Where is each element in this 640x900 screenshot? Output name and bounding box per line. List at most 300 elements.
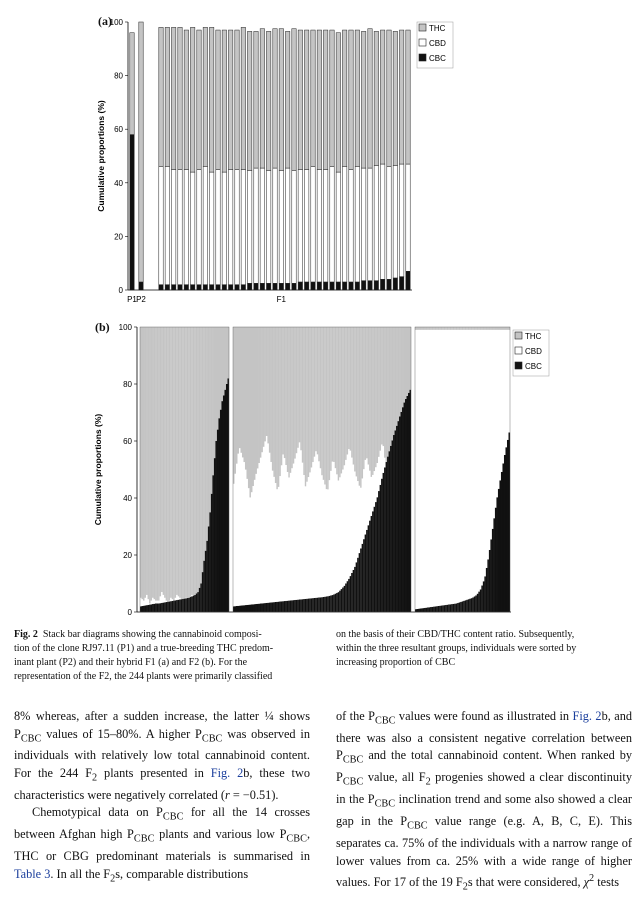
bar-cbc: [466, 600, 468, 612]
bar-cbd: [444, 330, 446, 605]
bar-thc: [317, 327, 319, 454]
bar-cbc: [239, 606, 241, 612]
bar-cbd: [499, 330, 501, 480]
bar-cbc: [445, 605, 447, 612]
bar-cbc: [208, 527, 210, 613]
bar-thc: [327, 327, 329, 489]
bar-cbc: [342, 282, 346, 290]
bar-cbd: [315, 451, 317, 598]
bar-cbd: [355, 167, 359, 282]
bar-cbd: [235, 169, 239, 284]
bar-cbc: [237, 606, 239, 612]
bar-thc: [240, 327, 242, 453]
bar-thc: [486, 327, 488, 330]
bar-cbc: [492, 529, 494, 612]
bar-cbc: [320, 597, 322, 612]
bar-cbc: [315, 598, 317, 612]
bar-thc: [347, 327, 349, 454]
bar-cbd: [436, 330, 438, 606]
bar-cbd: [209, 172, 213, 285]
bar-cbc: [142, 606, 144, 612]
bar-cbd: [475, 330, 477, 596]
bar-cbd: [159, 167, 163, 285]
bar-cbc: [130, 135, 134, 290]
bar-thc: [221, 327, 223, 401]
bar-thc: [375, 327, 377, 467]
bar-cbc: [311, 598, 313, 612]
bar-thc: [224, 327, 226, 390]
bar-cbd: [184, 169, 188, 284]
bar-thc: [344, 327, 346, 465]
bar-thc: [345, 327, 347, 460]
bar-cbc: [291, 600, 293, 612]
bar-thc: [350, 327, 352, 451]
bar-thc: [387, 327, 389, 457]
bar-thc: [321, 327, 323, 475]
bar-cbd: [495, 330, 497, 508]
bar-cbc: [333, 594, 335, 612]
bar-cbc: [401, 412, 403, 612]
bar-cbd: [486, 330, 488, 568]
bar-thc: [501, 327, 503, 330]
bar-cbd: [171, 169, 175, 284]
bar-thc: [258, 327, 260, 463]
bar-cbc: [282, 601, 284, 612]
bar-thc: [429, 327, 431, 330]
bar-cbc: [220, 410, 222, 612]
bar-thc: [442, 327, 444, 330]
bar-cbd: [420, 330, 422, 609]
bar-thc: [260, 29, 264, 168]
bar-cbc: [164, 602, 166, 612]
bar-cbc: [418, 609, 420, 612]
bar-thc: [392, 327, 394, 440]
bar-cbc: [472, 597, 474, 612]
bar-thc: [398, 327, 400, 421]
bar-cbd: [384, 458, 386, 468]
bar-cbd: [344, 465, 346, 585]
bar-cbd: [456, 330, 458, 604]
bar-cbc: [353, 570, 355, 612]
bar-cbc: [205, 551, 207, 612]
bar-cbc: [372, 511, 374, 612]
bar-thc: [330, 327, 332, 471]
bar-cbd: [275, 483, 277, 602]
bar-thc: [495, 327, 497, 330]
bar-thc: [196, 327, 198, 593]
bar-cbd: [324, 484, 326, 596]
bar-cbc: [240, 606, 242, 612]
bar-cbd: [338, 481, 340, 593]
bar-cbc: [248, 605, 250, 612]
bar-thc: [299, 327, 301, 442]
bar-thc: [404, 327, 406, 403]
caption-fig-label: Fig. 2: [14, 629, 38, 640]
bar-cbc: [178, 285, 182, 290]
bar-cbc: [384, 467, 386, 612]
bar-thc: [324, 327, 326, 484]
bar-thc: [206, 327, 208, 541]
legend-swatch-cbc: [419, 54, 426, 61]
bar-thc: [441, 327, 443, 330]
bar-cbc: [405, 399, 407, 612]
bar-cbd: [354, 471, 356, 566]
y-tick-label: 100: [109, 18, 123, 27]
bar-thc: [336, 33, 340, 172]
bar-cbd: [466, 330, 468, 600]
bar-cbd: [342, 470, 344, 588]
bar-cbd: [406, 164, 410, 271]
bar-cbc: [212, 475, 214, 612]
bar-cbc: [330, 282, 334, 290]
bar-cbd: [266, 436, 268, 603]
bar-thc: [363, 327, 365, 469]
bar-cbd: [296, 453, 298, 600]
bar-cbd: [260, 458, 262, 604]
bar-thc: [287, 327, 289, 472]
bar-cbc: [386, 462, 388, 612]
bar-cbd: [366, 458, 368, 530]
bar-cbd: [393, 165, 397, 278]
bar-cbc: [336, 593, 338, 612]
bar-thc: [341, 327, 343, 473]
bar-cbc: [154, 604, 156, 612]
bar-thc: [211, 327, 213, 494]
bar-thc: [298, 30, 302, 169]
bar-cbc: [196, 593, 198, 612]
bar-thc: [383, 327, 385, 446]
bar-cbd: [292, 171, 296, 284]
bar-cbc: [474, 596, 476, 612]
bar-cbd: [336, 172, 340, 282]
bar-cbc: [387, 457, 389, 612]
bar-cbc: [166, 602, 168, 612]
bar-cbd: [318, 461, 320, 597]
bar-cbd: [247, 171, 251, 284]
bar-thc: [405, 327, 407, 399]
bar-cbc: [475, 595, 477, 612]
bar-thc: [273, 327, 275, 477]
bar-thc: [303, 327, 305, 475]
bar-cbd: [383, 446, 385, 473]
bar-cbc: [216, 285, 220, 290]
bar-cbd: [424, 330, 426, 608]
bar-thc: [197, 327, 199, 592]
bar-cbc: [505, 447, 507, 612]
bar-cbd: [365, 460, 367, 535]
bar-cbc: [165, 285, 169, 290]
bar-thc: [149, 327, 151, 603]
bar-cbd: [228, 169, 232, 284]
bar-cbd: [293, 464, 295, 601]
bar-thc: [184, 327, 186, 599]
y-tick-label: 80: [123, 380, 132, 389]
bar-thc: [152, 327, 154, 598]
bar-thc: [266, 327, 268, 436]
bar-cbd: [360, 488, 362, 549]
bar-cbd: [158, 601, 160, 604]
bar-cbd: [418, 330, 420, 609]
bar-thc: [249, 327, 251, 497]
bar-cbd: [489, 330, 491, 550]
bar-cbd: [498, 330, 500, 489]
bar-thc: [468, 327, 470, 330]
bar-cbc: [260, 604, 262, 612]
bar-cbd: [269, 453, 271, 603]
bar-thc: [148, 327, 150, 599]
bar-thc: [314, 327, 316, 457]
bar-cbc: [423, 608, 425, 612]
bar-cbd: [254, 168, 258, 283]
bar-cbd: [433, 330, 435, 607]
bar-cbc: [396, 426, 398, 612]
bar-thc: [179, 327, 181, 598]
bar-cbd: [142, 599, 144, 606]
bar-cbc: [254, 283, 258, 290]
bar-cbc: [297, 600, 299, 612]
bar-cbc: [187, 598, 189, 612]
bar-cbd: [290, 473, 292, 601]
bar-cbd: [303, 475, 305, 599]
bar-thc: [472, 327, 474, 330]
bar-cbc: [173, 601, 175, 612]
bar-thc: [365, 327, 367, 460]
bar-cbc: [393, 435, 395, 612]
bar-cbc: [152, 604, 154, 612]
bar-thc: [445, 327, 447, 330]
bar-cbc: [375, 502, 377, 612]
bar-cbc: [273, 283, 277, 290]
bar-cbc: [252, 604, 254, 612]
bar-cbd: [335, 468, 337, 593]
bar-cbc: [305, 599, 307, 612]
bar-thc: [426, 327, 428, 330]
bar-cbd: [263, 447, 265, 603]
figure-caption-continued: [336, 628, 632, 670]
bar-cbd: [496, 330, 498, 497]
bar-cbc: [374, 507, 376, 612]
bar-thc: [297, 327, 299, 448]
bar-thc: [154, 327, 156, 599]
bar-thc: [165, 27, 169, 166]
legend-swatch-cbc: [515, 362, 522, 369]
bar-cbd: [312, 462, 314, 598]
bar-cbc: [279, 602, 281, 612]
bar-cbd: [451, 330, 453, 604]
bar-cbd: [166, 601, 168, 602]
bar-cbc: [326, 596, 328, 612]
bar-cbc: [228, 285, 232, 290]
legend-swatch-thc: [419, 24, 426, 31]
bar-cbc: [436, 606, 438, 612]
bar-cbc: [145, 605, 147, 612]
bar-cbc: [258, 604, 260, 612]
y-axis-title: Cumulative proportions (%): [96, 100, 106, 212]
bar-cbc: [306, 599, 308, 612]
panel-b-label: (b): [95, 320, 110, 334]
bar-cbd: [438, 330, 440, 606]
bar-thc: [172, 327, 174, 599]
bar-cbc: [206, 541, 208, 612]
bar-cbd: [484, 330, 486, 576]
bar-thc: [381, 327, 383, 444]
bar-cbc: [314, 598, 316, 612]
bar-cbd: [248, 488, 250, 605]
bar-cbd: [294, 459, 296, 600]
bar-cbc: [224, 390, 226, 612]
legend-label-cbc: CBC: [525, 362, 542, 371]
bar-thc: [399, 327, 401, 416]
bar-cbc: [498, 489, 500, 612]
bar-cbc: [478, 592, 480, 612]
body-right-column: [336, 708, 632, 896]
bar-thc: [264, 327, 266, 441]
bar-thc: [466, 327, 468, 330]
bar-cbc: [369, 521, 371, 612]
bar-cbd: [242, 457, 244, 605]
bar-thc: [190, 327, 192, 597]
caption-line-6: within the three resultant groups, individuals were sorted by: [336, 643, 577, 654]
bar-cbc: [387, 279, 391, 290]
bar-thc: [489, 327, 491, 330]
bar-cbc: [426, 608, 428, 612]
bar-thc: [462, 327, 464, 330]
bar-cbc: [251, 604, 253, 612]
legend-label-cbd: CBD: [429, 39, 446, 48]
bar-cbd: [349, 169, 353, 282]
bar-cbc: [408, 393, 410, 612]
legend-swatch-cbd: [515, 347, 522, 354]
bar-cbc: [421, 608, 423, 612]
bar-thc: [336, 327, 338, 474]
bar-cbc: [469, 599, 471, 612]
bar-thc: [369, 327, 371, 471]
bar-cbd: [285, 465, 287, 601]
bar-thc: [368, 327, 370, 465]
bar-cbc: [188, 598, 190, 612]
bar-thc: [386, 327, 388, 462]
bar-cbd: [421, 330, 423, 608]
bar-cbc: [285, 283, 289, 290]
bar-cbd: [351, 458, 353, 573]
bar-cbc: [236, 606, 238, 612]
bar-cbc: [450, 604, 452, 612]
bar-cbc: [355, 282, 359, 290]
bar-cbd: [257, 468, 259, 603]
bar-thc: [296, 327, 298, 453]
bar-cbd: [273, 477, 275, 602]
bar-cbd: [362, 478, 364, 543]
bar-cbc: [200, 584, 202, 613]
bar-cbc: [327, 596, 329, 612]
bar-thc: [439, 327, 441, 330]
bar-cbd: [146, 595, 148, 605]
bar-thc: [178, 27, 182, 169]
bar-cbc: [435, 606, 437, 612]
bar-thc: [474, 327, 476, 330]
bar-cbc: [317, 598, 319, 612]
bar-thc: [320, 327, 322, 468]
bar-thc: [294, 327, 296, 459]
bar-cbd: [279, 171, 283, 284]
bar-thc: [368, 29, 372, 168]
bar-cbc: [197, 592, 199, 612]
bar-thc: [435, 327, 437, 330]
bar-thc: [209, 27, 213, 172]
bar-cbc: [323, 597, 325, 612]
bar-cbc: [163, 603, 165, 612]
bar-cbd: [254, 480, 256, 604]
bar-cbc: [465, 600, 467, 612]
bar-thc: [272, 327, 274, 471]
bar-thc: [279, 327, 281, 476]
bar-cbc: [420, 609, 422, 612]
bar-thc: [387, 30, 391, 167]
bar-cbc: [499, 480, 501, 612]
bar-cbd: [216, 169, 220, 284]
bar-cbd: [255, 474, 257, 604]
bar-cbd: [460, 330, 462, 602]
y-axis-title: Cumulative proportions (%): [93, 413, 103, 526]
bar-cbc: [299, 599, 301, 612]
bar-cbc: [438, 606, 440, 612]
bar-cbc: [317, 282, 321, 290]
bar-thc: [480, 327, 482, 330]
bar-cbc: [267, 603, 269, 612]
bar-cbc: [261, 603, 263, 612]
bar-thc: [448, 327, 450, 330]
bar-thc: [200, 327, 202, 584]
bar-thc: [275, 327, 277, 483]
bar-thc: [311, 30, 315, 167]
bar-thc: [457, 327, 459, 330]
bar-cbc: [179, 599, 181, 612]
bar-cbc: [235, 285, 239, 290]
bar-cbd: [161, 592, 163, 603]
bar-thc: [302, 327, 304, 463]
bar-thc: [291, 327, 293, 468]
bar-thc: [166, 327, 168, 601]
bar-thc: [395, 327, 397, 430]
bar-cbd: [191, 595, 193, 596]
bar-cbd: [240, 453, 242, 606]
bar-thc: [157, 327, 159, 601]
bar-thc: [498, 327, 500, 330]
bar-cbd: [151, 601, 153, 605]
bar-cbd: [304, 169, 308, 282]
bar-thc: [215, 327, 217, 441]
bar-cbc: [480, 589, 482, 612]
bar-thc: [359, 327, 361, 486]
bar-cbd: [148, 599, 150, 605]
y-tick-label: 40: [123, 494, 132, 503]
bar-cbc: [335, 594, 337, 612]
bar-cbd: [356, 476, 358, 562]
bar-cbc: [266, 283, 270, 290]
bar-thc: [348, 327, 350, 449]
bar-cbc: [462, 601, 464, 612]
bar-cbc: [194, 595, 196, 612]
bar-thc: [187, 327, 189, 598]
bar-cbd: [285, 168, 289, 283]
bar-thc: [290, 327, 292, 473]
bar-thc: [415, 327, 417, 330]
bar-cbd: [429, 330, 431, 607]
bar-cbd: [264, 441, 266, 603]
bar-cbc: [281, 601, 283, 612]
bar-cbd: [203, 167, 207, 285]
y-tick-label: 20: [114, 232, 123, 242]
